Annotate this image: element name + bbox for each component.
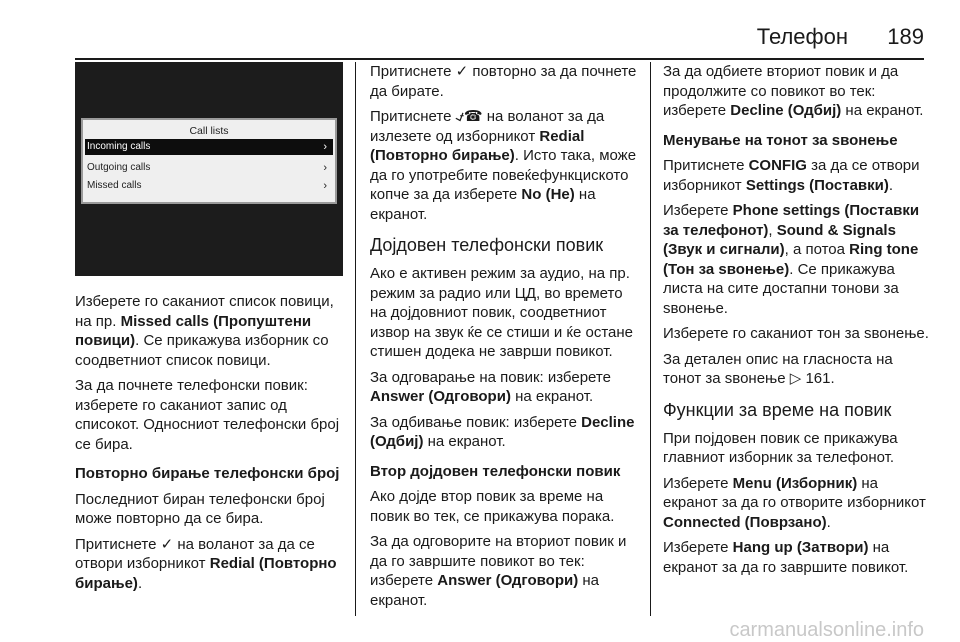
paragraph: Изберете Hang up (Затвори) на екранот за да го завршите повикот. (663, 539, 909, 576)
paragraph: Изберете го саканиот тон за ѕвонење. (663, 325, 929, 342)
watermark: carmanualsonline.info (729, 619, 924, 641)
paragraph: За да одговорите на вториот повик и да го завршите повикот во тек: изберете Answer (Одговори) на екранот. (370, 533, 627, 609)
column-left (75, 62, 343, 599)
page-reference-arrow-icon: ▷ (789, 370, 802, 387)
paragraph: За да одбиете вториот повик и да продолжите со повикот во тек: изберете Decline (Одбиј) на екранот. (663, 63, 924, 119)
chevron-right-icon: › (323, 141, 327, 153)
list-item-outgoing-calls: Outgoing calls › (87, 162, 327, 174)
paragraph: Изберете го саканиот список повици, на пр. Missed calls (Пропуштени повици). Се прикажува изборник со соодветниот список повици. (75, 293, 334, 369)
paragraph: Изберете Phone settings (Поставки за телефонот), Sound & Signals (Звук и сигнали), а потоа Ring tone (Тон за ѕвонење). Се прикажува листа на сите достапни тонови за ѕвонење. (663, 202, 920, 317)
paragraph: Притиснете ⍻☎ на воланот за да излезете од изборникот Redial (Повторно бирање). Исто така, може да го употребите повеќефункциското копче за да изберете No (Не) на екранот. (370, 108, 637, 223)
header-rule (75, 58, 924, 60)
paragraph: За детален опис на гласноста на тонот за ѕвонење ▷ 161. (663, 350, 893, 387)
hang-up-mute-icon: ⍻☎ (455, 108, 483, 125)
list-item-incoming-calls: Incoming calls › (85, 139, 333, 155)
paragraph: Притиснете ✓ повторно за да почнете да бирате. (370, 63, 637, 100)
paragraph: При појдовен повик се прикажува главниот изборник за телефонот. (663, 429, 898, 466)
column-divider (355, 62, 356, 616)
answer-call-icon: ✓ (160, 535, 174, 553)
call-lists-panel (81, 118, 337, 204)
page-header (0, 0, 960, 58)
section-heading: Функции за време на повик (663, 399, 892, 420)
subsection-heading: Менување на тонот за ѕвонење (663, 131, 898, 149)
column-right (663, 62, 933, 583)
panel-title: Call lists (189, 125, 229, 137)
column-divider (650, 62, 651, 616)
call-lists-screen-figure (75, 62, 343, 276)
paragraph: Ако е активен режим за аудио, на пр. режим за радио или ЦД, во времето на дојдовниот повик, соодветниот извор на звук ќе се стиши и ќе остане стишен додека не заврши повикот. (370, 265, 633, 360)
paragraph: Последниот биран телефонски број може повторно да се бира. (75, 490, 325, 527)
answer-call-icon: ✓ (455, 63, 469, 80)
paragraph: Изберете Menu (Изборник) на екранот за да го отворите изборникот Connected (Поврзано). (663, 474, 926, 531)
paragraph: За одбивање повик: изберете Decline (Одбиј) на екранот. (370, 413, 635, 450)
paragraph: Притиснете ✓ на воланот за да се отвори изборникот Redial (Повторно бирање). (75, 535, 337, 592)
page-number: 189 (887, 24, 924, 49)
section-heading: Дојдовен телефонски повик (370, 235, 604, 255)
paragraph: За одговарање на повик: изберете Answer (Одговори) на екранот. (370, 368, 611, 405)
chevron-right-icon: › (323, 180, 327, 192)
chevron-right-icon: › (323, 162, 327, 174)
column-middle (370, 62, 638, 616)
section-heading: Повторно бирање телефонски број (75, 465, 340, 482)
paragraph: Притиснете CONFIG за да се отвори изборникот Settings (Поставки). (663, 157, 920, 194)
subsection-heading: Втор дојдовен телефонски повик (370, 462, 621, 480)
paragraph: За да почнете телефонски повик: изберете го саканиот запис од списокот. Односниот телефонски број се бира. (75, 377, 340, 453)
page-title: Телефон (756, 24, 848, 49)
list-item-missed-calls: Missed calls › (87, 180, 327, 192)
paragraph: Ако дојде втор повик за време на повик во тек, се прикажува порака. (370, 488, 615, 525)
